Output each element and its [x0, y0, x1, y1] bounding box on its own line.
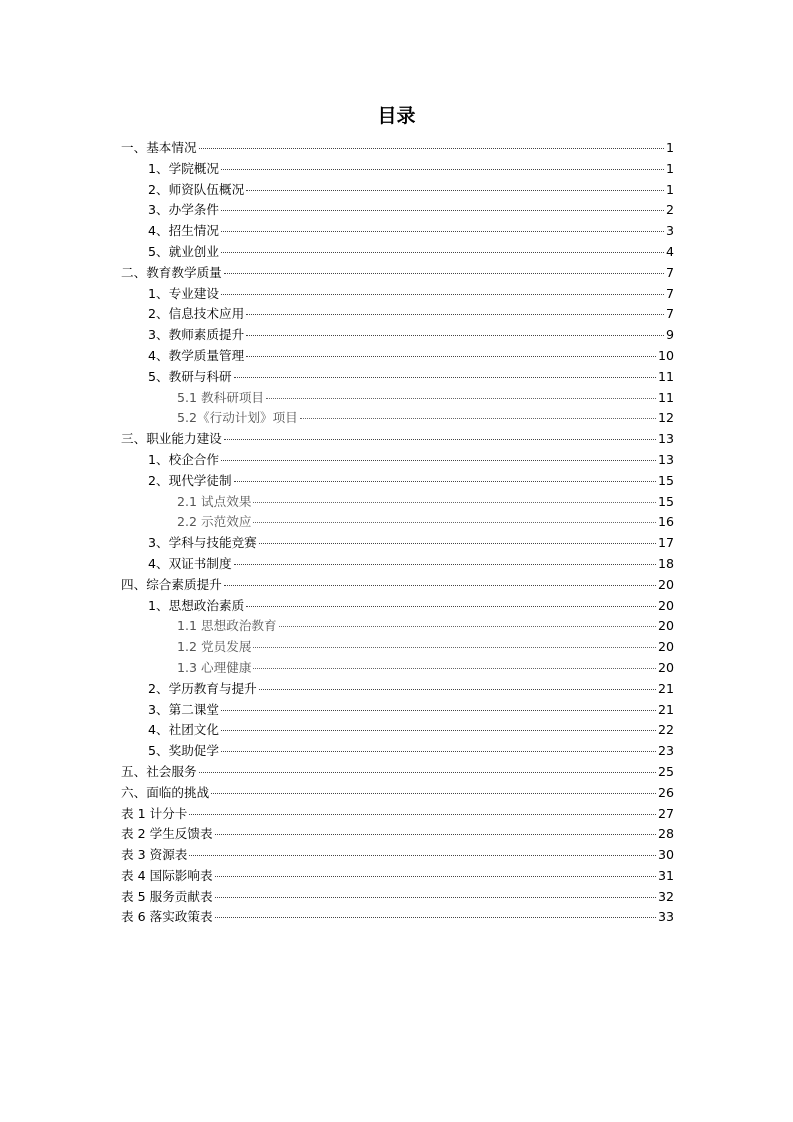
- toc-dot-leader: [253, 647, 656, 648]
- toc-entry-label: 表 5 服务贡献表: [121, 888, 213, 904]
- toc-page-number: 23: [657, 743, 674, 759]
- toc-entry-label: 5、就业创业: [148, 243, 219, 259]
- toc-page-number: 7: [665, 306, 674, 322]
- toc-entry-level-3[interactable]: [121, 512, 674, 533]
- toc-entry-level-2[interactable]: [121, 741, 674, 762]
- toc-dot-leader: [199, 148, 664, 149]
- toc-dot-leader: [279, 626, 656, 627]
- toc-entry-label: 六、面临的挑战: [121, 784, 210, 800]
- toc-dot-leader: [221, 294, 664, 295]
- toc-entry-level-3[interactable]: [121, 492, 674, 513]
- toc-dot-leader: [246, 335, 664, 336]
- toc-page-number: 26: [657, 784, 674, 800]
- toc-dot-leader: [221, 730, 656, 731]
- toc-page-number: 20: [657, 618, 674, 634]
- toc-entry-label: 5、奖助促学: [148, 743, 219, 759]
- toc-dot-leader: [253, 522, 656, 523]
- toc-entry-level-2[interactable]: [121, 720, 674, 741]
- toc-entry-level-2[interactable]: [121, 346, 674, 367]
- toc-entry-label: 表 2 学生反馈表: [121, 826, 213, 842]
- toc-page-number: 22: [657, 722, 674, 738]
- toc-page-number: 11: [657, 389, 674, 405]
- toc-entry-level-1[interactable]: [121, 866, 674, 887]
- toc-page-number: 33: [657, 909, 674, 925]
- toc-dot-leader: [189, 814, 656, 815]
- toc-entry-label: 1.2 党员发展: [177, 639, 252, 655]
- toc-entry-label: 2、信息技术应用: [148, 306, 245, 322]
- toc-entry-label: 3、办学条件: [148, 202, 219, 218]
- toc-dot-leader: [221, 751, 656, 752]
- toc-entry-label: 2.2 示范效应: [177, 514, 252, 530]
- toc-dot-leader: [215, 834, 656, 835]
- toc-entry-level-2[interactable]: [121, 284, 674, 305]
- toc-entry-level-3[interactable]: [121, 637, 674, 658]
- table-of-contents: [121, 138, 674, 928]
- toc-entry-level-1[interactable]: [121, 263, 674, 284]
- toc-dot-leader: [221, 460, 656, 461]
- toc-dot-leader: [221, 710, 656, 711]
- toc-page-number: 12: [657, 410, 674, 426]
- toc-dot-leader: [259, 543, 656, 544]
- toc-page-number: 13: [657, 431, 674, 447]
- toc-dot-leader: [215, 876, 656, 877]
- toc-entry-level-1[interactable]: [121, 824, 674, 845]
- toc-page-number: 30: [657, 847, 674, 863]
- toc-entry-level-1[interactable]: [121, 429, 674, 450]
- toc-page-number: 7: [665, 285, 674, 301]
- toc-dot-leader: [199, 772, 656, 773]
- toc-page-number: 1: [665, 140, 674, 155]
- toc-entry-label: 4、社团文化: [148, 722, 219, 738]
- toc-page-number: 1: [665, 160, 674, 176]
- toc-entry-label: 5.1 教科研项目: [177, 389, 265, 405]
- toc-dot-leader: [215, 917, 656, 918]
- toc-entry-label: 5、教研与科研: [148, 368, 232, 384]
- toc-dot-leader: [266, 398, 656, 399]
- toc-entry-level-2[interactable]: [121, 367, 674, 388]
- toc-dot-leader: [224, 273, 664, 274]
- toc-page-number: 10: [657, 347, 674, 363]
- toc-entry-label: 3、第二课堂: [148, 701, 219, 717]
- toc-dot-leader: [221, 231, 664, 232]
- toc-entry-level-2[interactable]: [121, 242, 674, 263]
- toc-entry-label: 表 6 落实政策表: [121, 909, 213, 925]
- toc-page-number: 15: [657, 472, 674, 488]
- toc-page-number: 20: [657, 597, 674, 613]
- toc-entry-label: 2、师资队伍概况: [148, 181, 245, 197]
- toc-entry-level-2[interactable]: [121, 533, 674, 554]
- toc-page-number: 32: [657, 888, 674, 904]
- toc-entry-level-2[interactable]: [121, 200, 674, 221]
- toc-entry-level-1[interactable]: [121, 762, 674, 783]
- toc-dot-leader: [211, 793, 656, 794]
- toc-page-number: 21: [657, 701, 674, 717]
- toc-dot-leader: [215, 897, 656, 898]
- toc-page-number: 28: [657, 826, 674, 842]
- toc-entry-label: 5.2《行动计划》项目: [177, 410, 298, 426]
- toc-dot-leader: [221, 252, 664, 253]
- toc-entry-level-3[interactable]: [121, 388, 674, 409]
- toc-entry-level-2[interactable]: [121, 159, 674, 180]
- toc-entry-level-2[interactable]: [121, 221, 674, 242]
- toc-entry-level-3[interactable]: [121, 658, 674, 679]
- toc-entry-level-1[interactable]: [121, 783, 674, 804]
- toc-entry-label: 4、教学质量管理: [148, 347, 245, 363]
- toc-entry-level-2[interactable]: [121, 450, 674, 471]
- toc-page-number: 27: [657, 805, 674, 821]
- toc-entry-label: 1、思想政治素质: [148, 597, 245, 613]
- toc-entry-label: 4、双证书制度: [148, 555, 232, 571]
- toc-dot-leader: [300, 418, 656, 419]
- toc-entry-level-2[interactable]: [121, 700, 674, 721]
- page-title: 目录: [377, 105, 416, 127]
- toc-page-number: 18: [657, 555, 674, 571]
- toc-page-number: 2: [665, 202, 674, 218]
- toc-dot-leader: [234, 564, 656, 565]
- toc-entry-label: 2、现代学徒制: [148, 472, 232, 488]
- toc-entry-level-2[interactable]: [121, 471, 674, 492]
- toc-entry-label: 1.1 思想政治教育: [177, 618, 277, 634]
- toc-entry-level-1[interactable]: [121, 575, 674, 596]
- toc-entry-label: 1.3 心理健康: [177, 659, 252, 675]
- toc-dot-leader: [189, 855, 656, 856]
- toc-page-number: 3: [665, 223, 674, 239]
- toc-dot-leader: [259, 689, 656, 690]
- toc-dot-leader: [253, 502, 656, 503]
- toc-entry-level-1[interactable]: [121, 804, 674, 825]
- toc-entry-label: 3、学科与技能竞赛: [148, 535, 257, 551]
- toc-entry-label: 2.1 试点效果: [177, 493, 252, 509]
- toc-dot-leader: [246, 356, 656, 357]
- toc-entry-level-3[interactable]: [121, 616, 674, 637]
- toc-entry-label: 2、学历教育与提升: [148, 680, 257, 696]
- toc-dot-leader: [253, 668, 656, 669]
- toc-dot-leader: [234, 481, 656, 482]
- toc-dot-leader: [234, 377, 656, 378]
- toc-entry-level-2[interactable]: [121, 180, 674, 201]
- toc-entry-label: 3、教师素质提升: [148, 327, 245, 343]
- toc-page-number: 21: [657, 680, 674, 696]
- toc-page-number: 20: [657, 659, 674, 675]
- toc-dot-leader: [246, 314, 664, 315]
- toc-entry-label: 五、社会服务: [121, 763, 197, 779]
- toc-entry-label: 表 1 计分卡: [121, 805, 188, 821]
- toc-entry-level-1[interactable]: [121, 887, 674, 908]
- toc-page-number: 13: [657, 451, 674, 467]
- toc-dot-leader: [224, 439, 656, 440]
- toc-page-number: 1: [665, 181, 674, 197]
- toc-entry-label: 1、专业建设: [148, 285, 219, 301]
- toc-page-number: 9: [665, 327, 674, 343]
- toc-entry-level-2[interactable]: [121, 679, 674, 700]
- toc-page-number: 25: [657, 763, 674, 779]
- toc-entry-label: 1、学院概况: [148, 160, 219, 176]
- toc-dot-leader: [221, 169, 664, 170]
- toc-entry-level-1[interactable]: [121, 907, 674, 928]
- toc-entry-level-2[interactable]: [121, 325, 674, 346]
- toc-page-number: 4: [665, 243, 674, 259]
- toc-entry-level-1[interactable]: [121, 845, 674, 866]
- toc-dot-leader: [246, 190, 664, 191]
- toc-page-number: 31: [657, 867, 674, 883]
- toc-entry-level-2[interactable]: [121, 304, 674, 325]
- toc-entry-label: 四、综合素质提升: [121, 576, 222, 592]
- toc-entry-label: 三、职业能力建设: [121, 431, 222, 447]
- toc-dot-leader: [221, 210, 664, 211]
- toc-dot-leader: [246, 606, 656, 607]
- toc-page-number: 16: [657, 514, 674, 530]
- toc-entry-label: 1、校企合作: [148, 451, 219, 467]
- toc-page-number: 20: [657, 639, 674, 655]
- toc-entry-label: 表 3 资源表: [121, 847, 188, 863]
- toc-entry-label: 表 4 国际影响表: [121, 867, 213, 883]
- toc-entry-label: 一、基本情况: [121, 140, 197, 155]
- toc-entry-level-1[interactable]: [121, 138, 674, 159]
- toc-page-number: 20: [657, 576, 674, 592]
- toc-entry-label: 二、教育教学质量: [121, 264, 222, 280]
- toc-entry-level-2[interactable]: [121, 554, 674, 575]
- toc-page-number: 11: [657, 368, 674, 384]
- toc-entry-level-3[interactable]: [121, 408, 674, 429]
- toc-page-number: 17: [657, 535, 674, 551]
- toc-dot-leader: [224, 585, 656, 586]
- toc-page-number: 15: [657, 493, 674, 509]
- toc-page-number: 7: [665, 264, 674, 280]
- toc-entry-level-2[interactable]: [121, 596, 674, 617]
- toc-entry-label: 4、招生情况: [148, 223, 219, 239]
